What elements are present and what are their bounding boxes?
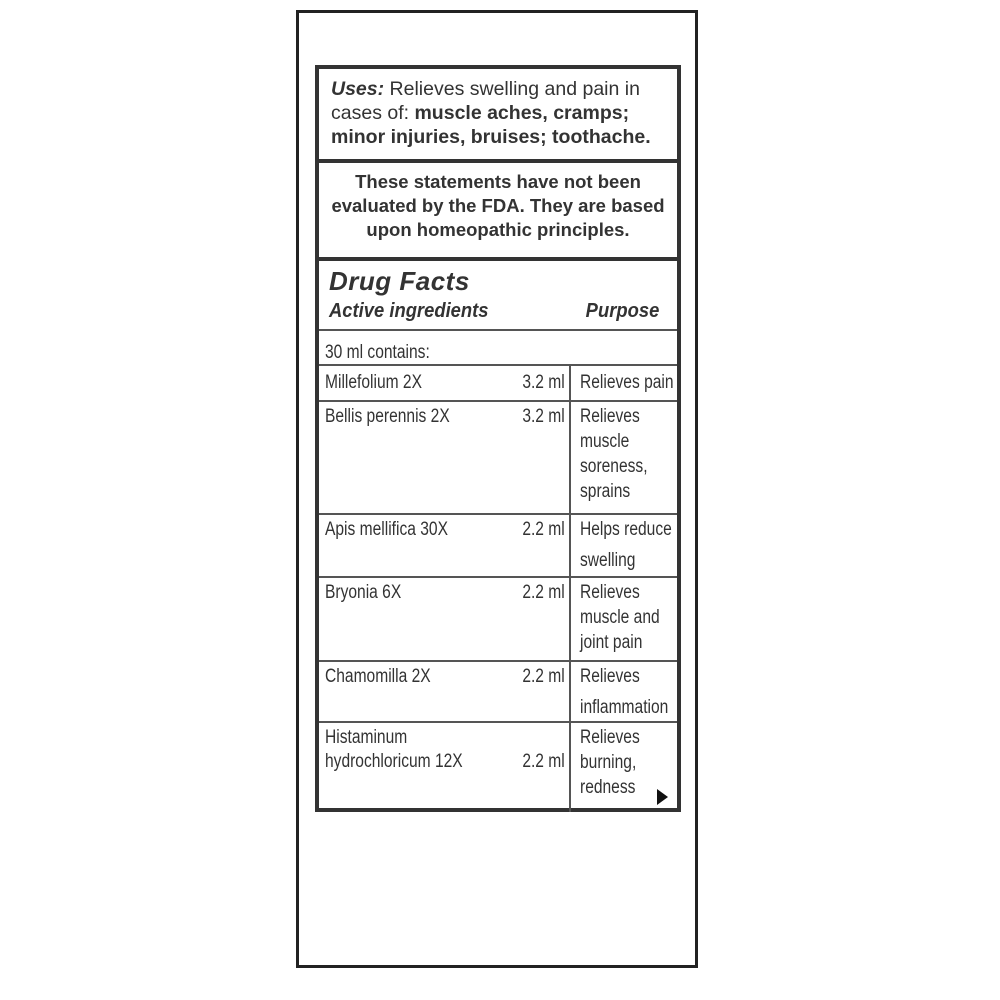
- ingredient-purpose: swelling: [580, 550, 636, 571]
- contains-label: 30 ml contains:: [325, 342, 430, 363]
- fda-disclaimer: These statements have not been evaluated by the FDA. They are based upon homeopathic principles.: [319, 163, 677, 261]
- uses-intro: Relieves swelling and pain in cases of:: [331, 78, 640, 124]
- purpose-heading: Purpose: [585, 300, 660, 322]
- ingredient-purpose: muscle: [580, 431, 630, 452]
- ingredient-purpose: Relieves: [580, 666, 640, 687]
- ingredient-purpose: soreness,: [580, 456, 648, 477]
- ingredient-amount: 2.2 ml: [522, 519, 565, 540]
- ingredient-amount: 2.2 ml: [522, 751, 565, 772]
- ingredient-purpose: Relieves pain: [580, 372, 674, 393]
- ingredient-purpose: Relieves: [580, 406, 640, 427]
- drug-facts-title: Drug Facts: [329, 266, 470, 296]
- ingredient-name: hydrochloricum 12X: [325, 751, 463, 772]
- ingredient-amount: 3.2 ml: [522, 372, 565, 393]
- drug-facts-panel: [315, 65, 681, 812]
- ingredient-purpose: Relieves: [580, 727, 640, 748]
- purpose-column-divider: [569, 364, 571, 812]
- ingredient-purpose: burning,: [580, 752, 637, 773]
- ingredient-row-rule: [319, 576, 677, 578]
- ingredient-row-rule: [319, 400, 677, 402]
- continue-arrow-icon: [657, 789, 668, 805]
- ingredient-amount: 2.2 ml: [522, 666, 565, 687]
- ingredient-purpose: inflammation: [580, 697, 669, 718]
- ingredient-purpose: redness: [580, 777, 636, 798]
- ingredient-amount: 2.2 ml: [522, 582, 565, 603]
- ingredient-name: Bryonia 6X: [325, 582, 402, 603]
- ingredient-name: Millefolium 2X: [325, 372, 422, 393]
- ingredient-purpose: sprains: [580, 481, 631, 502]
- ingredient-row-rule: [319, 721, 677, 723]
- ingredient-row-rule: [319, 660, 677, 662]
- uses-heading: Uses:: [331, 78, 385, 100]
- ingredient-name: Chamomilla 2X: [325, 666, 431, 687]
- active-ingredients-heading: Active ingredients: [329, 300, 489, 322]
- ingredient-purpose: Helps reduce: [580, 519, 672, 540]
- header-rule: [319, 329, 677, 331]
- uses-conditions: muscle aches, cramps; minor injuries, bruises; toothache.: [331, 102, 651, 148]
- ingredient-amount: 3.2 ml: [522, 406, 565, 427]
- ingredient-purpose: muscle and: [580, 607, 660, 628]
- ingredient-purpose: joint pain: [580, 632, 643, 653]
- contains-rule: [319, 364, 677, 366]
- drug-facts-subheader: [329, 297, 660, 325]
- ingredient-name: Histaminum: [325, 727, 408, 748]
- ingredient-name: Apis mellifica 30X: [325, 519, 448, 540]
- ingredient-purpose: Relieves: [580, 582, 640, 603]
- ingredient-name: Bellis perennis 2X: [325, 406, 450, 427]
- ingredient-row-rule: [319, 513, 677, 515]
- uses-section: [319, 69, 677, 163]
